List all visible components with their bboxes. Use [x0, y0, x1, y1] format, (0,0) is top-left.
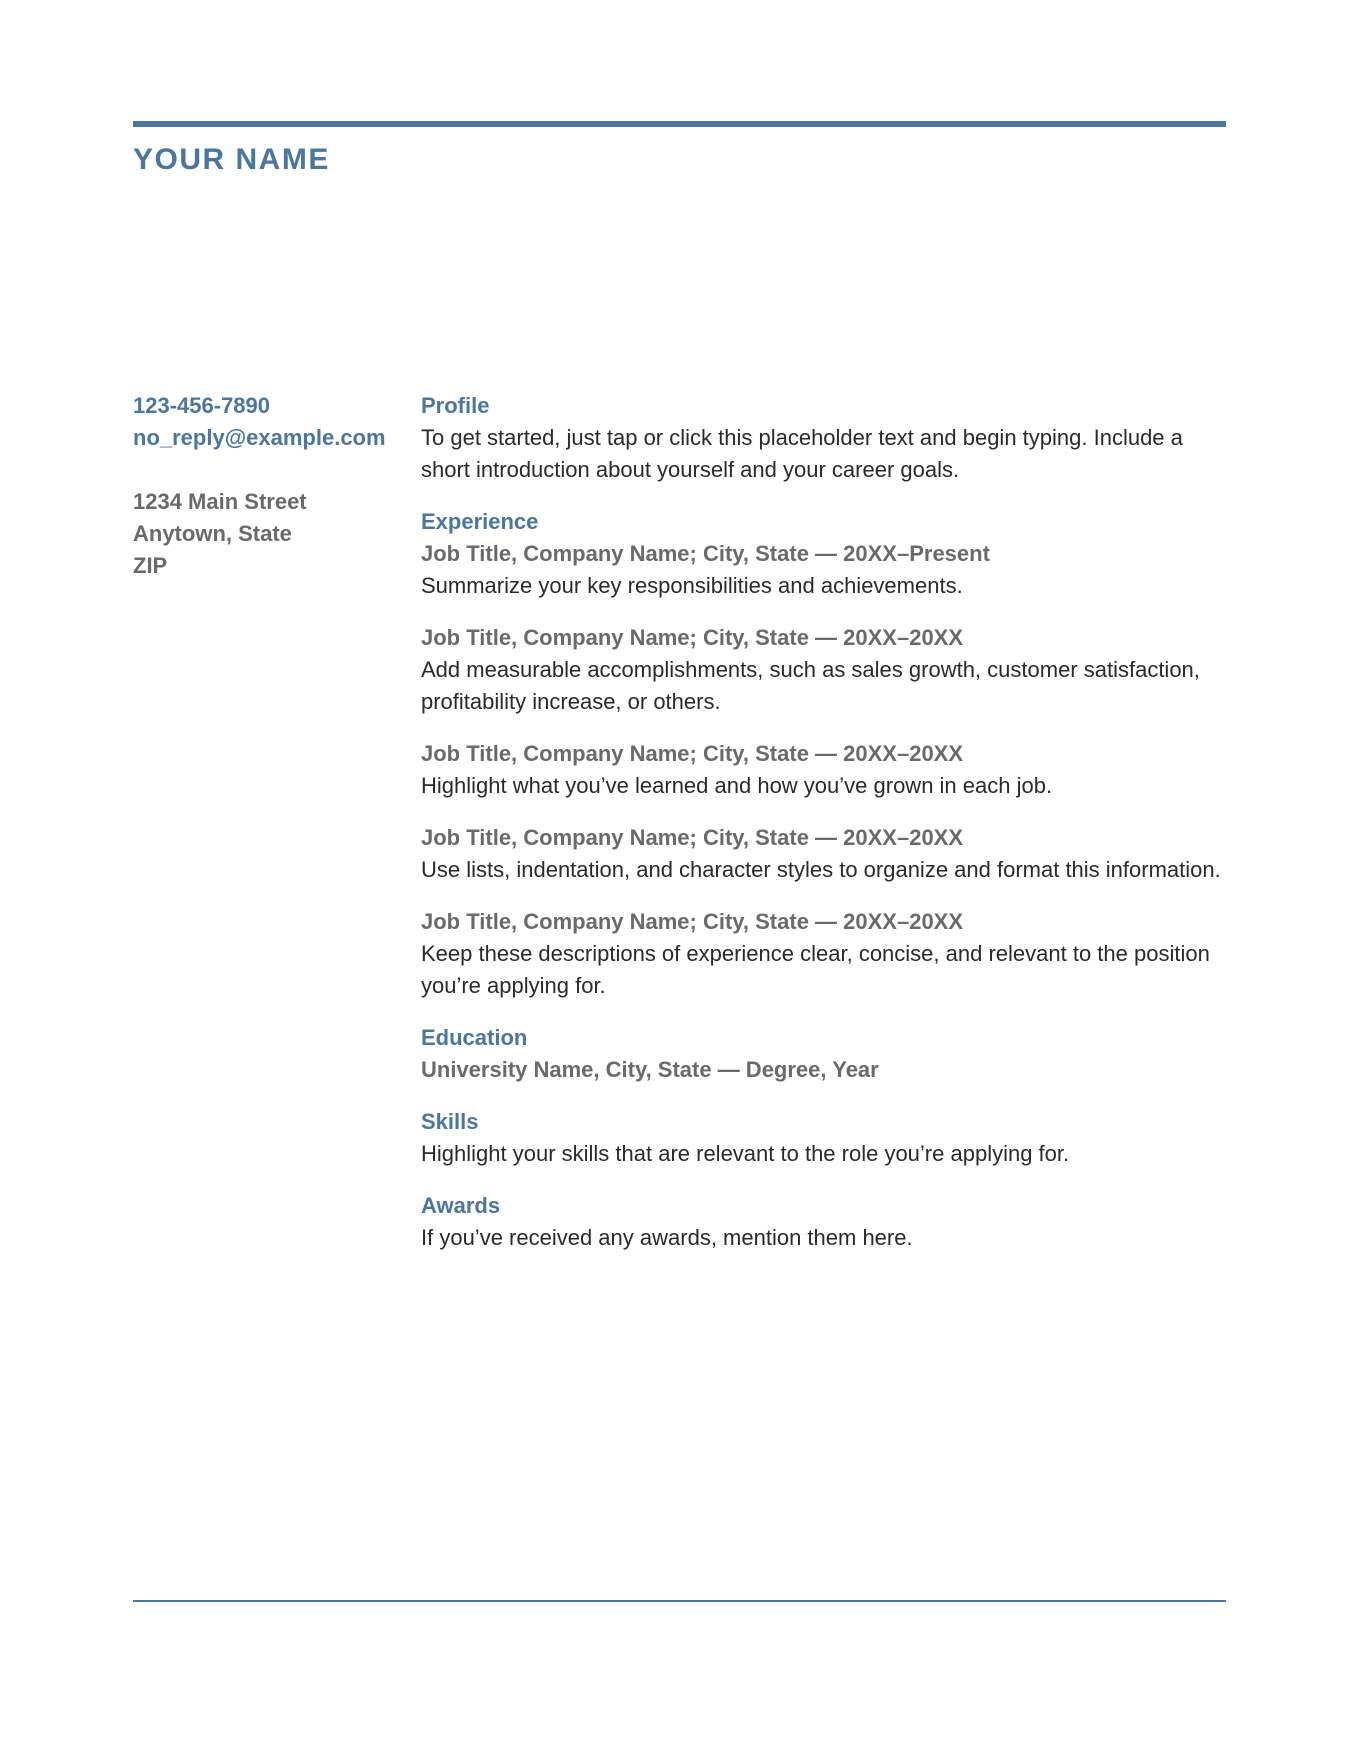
profile-section [421, 390, 1226, 486]
job-description: Add measurable accomplishments, such as sales growth, customer satisfaction, profitability increase, or others. [421, 657, 1200, 714]
profile-title: Profile [421, 393, 490, 418]
contact-column [133, 390, 393, 582]
awards-title: Awards [421, 1193, 501, 1218]
experience-entry [421, 538, 1226, 602]
experience-entry [421, 822, 1226, 886]
skills-text: Highlight your skills that are relevant to the role you’re applying for. [421, 1141, 1070, 1166]
experience-entry [421, 738, 1226, 802]
address-line-2: Anytown, State [133, 521, 292, 546]
profile-text: To get started, just tap or click this placeholder text and begin typing. Include a short introduction about yourself and your career goals. [421, 425, 1183, 482]
email-address: no_reply@example.com [133, 425, 386, 450]
main-column [421, 390, 1226, 1274]
address-line-3: ZIP [133, 553, 168, 578]
job-heading: Job Title, Company Name; City, State — 20XX–Present [421, 541, 990, 566]
job-heading: Job Title, Company Name; City, State — 20XX–20XX [421, 825, 964, 850]
job-heading: Job Title, Company Name; City, State — 20XX–20XX [421, 625, 964, 650]
address-line-1: 1234 Main Street [133, 489, 307, 514]
skills-title: Skills [421, 1109, 479, 1134]
awards-text: If you’ve received any awards, mention them here. [421, 1225, 913, 1250]
top-divider [133, 121, 1226, 127]
job-heading: Job Title, Company Name; City, State — 20XX–20XX [421, 741, 964, 766]
contact-spacer [133, 454, 393, 486]
resume-name: YOUR NAME [133, 143, 330, 176]
job-description: Keep these descriptions of experience clear, concise, and relevant to the position you’re applying for. [421, 941, 1210, 998]
job-description: Use lists, indentation, and character styles to organize and format this information. [421, 857, 1221, 882]
bottom-divider [133, 1600, 1226, 1602]
education-section [421, 1022, 1226, 1086]
phone-number: 123-456-7890 [133, 393, 271, 418]
experience-entry [421, 906, 1226, 1002]
skills-section [421, 1106, 1226, 1170]
job-description: Highlight what you’ve learned and how you’ve grown in each job. [421, 773, 1053, 798]
experience-entry [421, 622, 1226, 718]
experience-section [421, 506, 1226, 1002]
experience-title: Experience [421, 509, 539, 534]
job-description: Summarize your key responsibilities and achievements. [421, 573, 963, 598]
awards-section [421, 1190, 1226, 1254]
education-entry: University Name, City, State — Degree, Year [421, 1057, 879, 1082]
education-title: Education [421, 1025, 528, 1050]
job-heading: Job Title, Company Name; City, State — 20XX–20XX [421, 909, 964, 934]
